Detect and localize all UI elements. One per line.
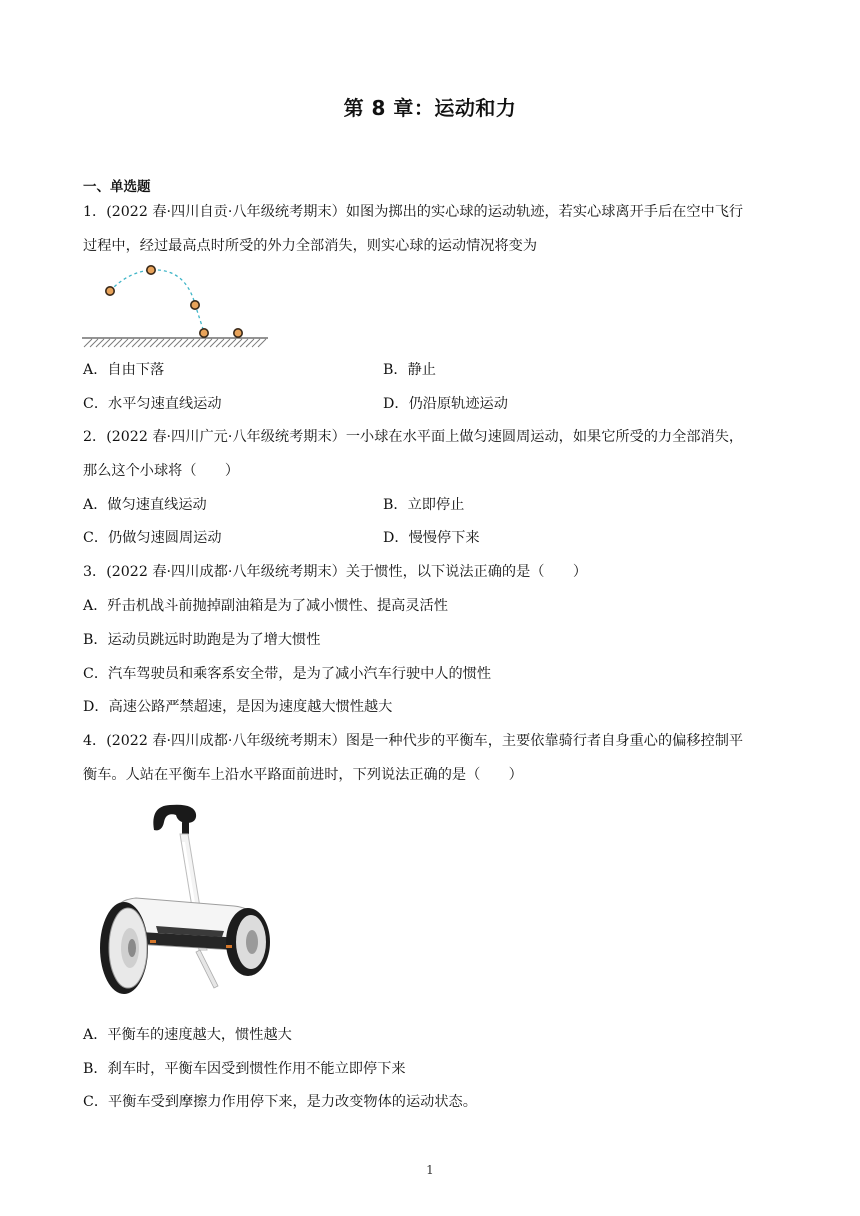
balance-scooter-icon	[96, 800, 276, 1000]
q2-option-b: B．立即停止	[383, 497, 465, 513]
section-heading: 一、单选题	[83, 179, 151, 195]
question-3-line-1: 3．(2022 春·四川成都·八年级统考期末）关于惯性，以下说法正确的是（ ）	[83, 564, 588, 580]
q2-option-d: D．慢慢停下来	[383, 530, 480, 546]
ball-trajectory-figure	[80, 258, 272, 350]
ground-icon	[82, 338, 268, 347]
q4-option-c: C．平衡车受到摩擦力作用停下来，是力改变物体的运动状态。	[83, 1094, 477, 1110]
page-number: 1	[426, 1163, 434, 1177]
q1-option-b: B．静止	[383, 362, 436, 378]
question-1-line-2: 过程中，经过最高点时所受的外力全部消失，则实心球的运动情况将变为	[83, 238, 538, 254]
q3-option-b: B．运动员跳远时助跑是为了增大惯性	[83, 632, 321, 648]
q2-option-c: C．仍做匀速圆周运动	[83, 530, 222, 546]
ball-icon	[106, 287, 114, 295]
question-4-line-1: 4．(2022 春·四川成都·八年级统考期末）图是一种代步的平衡车，主要依靠骑行者自身重心的偏移控制平	[83, 733, 744, 749]
ball-icon	[147, 266, 155, 274]
ball-icon	[200, 329, 208, 337]
q1-option-c: C．水平匀速直线运动	[83, 396, 222, 412]
q1-option-d: D．仍沿原轨迹运动	[383, 396, 508, 412]
q1-option-a: A．自由下落	[83, 362, 165, 378]
q3-option-d: D．高速公路严禁超速，是因为速度越大惯性越大	[83, 699, 393, 715]
q3-option-c: C．汽车驾驶员和乘客系安全带，是为了减小汽车行驶中人的惯性	[83, 666, 492, 682]
trajectory-path	[110, 270, 204, 332]
question-2-line-2: 那么这个小球将（ ）	[83, 463, 240, 479]
q2-option-a: A．做匀速直线运动	[83, 497, 207, 513]
chapter-title: 第 8 章：运动和力	[343, 96, 517, 120]
ball-icon	[234, 329, 242, 337]
ball-icon	[191, 301, 199, 309]
q3-option-a: A．歼击机战斗前抛掉副油箱是为了减小惯性、提高灵活性	[83, 598, 448, 614]
question-1-line-1: 1．(2022 春·四川自贡·八年级统考期末）如图为掷出的实心球的运动轨迹，若实心球离开手后在空中飞行	[83, 204, 744, 220]
q4-option-b: B．刹车时，平衡车因受到惯性作用不能立即停下来	[83, 1061, 406, 1077]
question-4-line-2: 衡车。人站在平衡车上沿水平路面前进时，下列说法正确的是（ ）	[83, 767, 523, 783]
q4-option-a: A．平衡车的速度越大，惯性越大	[83, 1027, 292, 1043]
question-2-line-1: 2．(2022 春·四川广元·八年级统考期末）一小球在水平面上做匀速圆周运动，如果它所受的力全部消失，	[83, 429, 744, 445]
